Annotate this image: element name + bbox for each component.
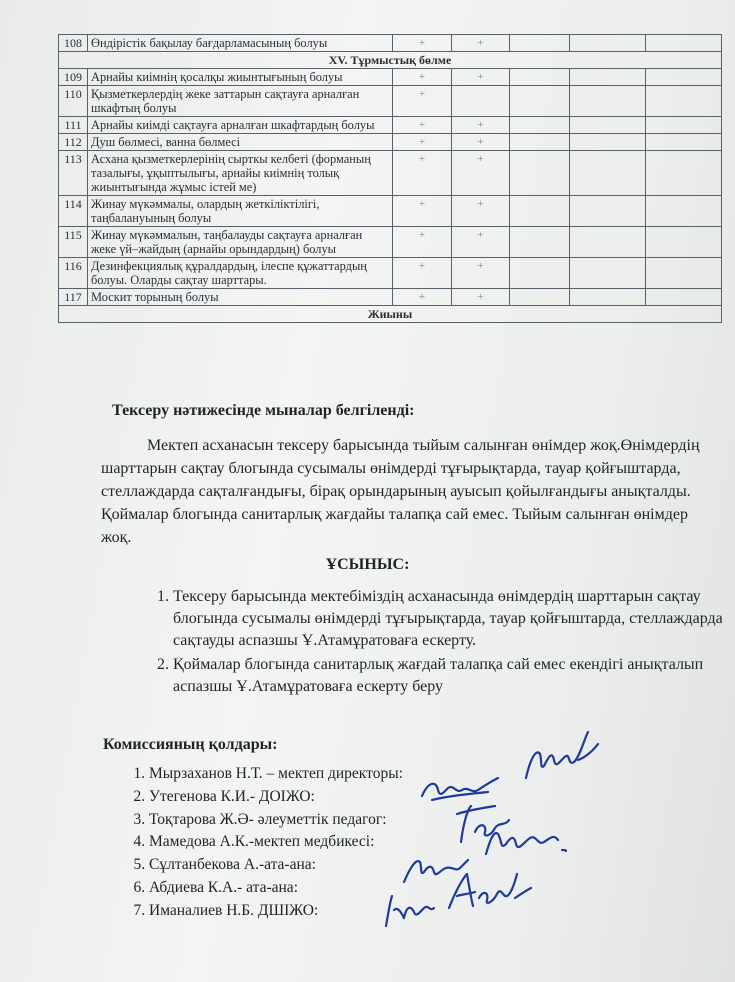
mark-cell: + bbox=[393, 134, 452, 151]
mark-cell bbox=[510, 69, 570, 86]
mark-cell: + bbox=[393, 69, 452, 86]
mark-cell: + bbox=[393, 117, 452, 134]
mark-cell bbox=[510, 35, 570, 52]
mark-cell bbox=[510, 86, 570, 117]
commission-member: 2. Утегенова К.И.- ДОІЖО: bbox=[149, 786, 403, 809]
table-row bbox=[59, 134, 722, 151]
table-row bbox=[59, 196, 722, 227]
commission-member: 1. Мырзаханов Н.Т. – мектеп директоры: bbox=[149, 763, 403, 786]
mark-cell: + bbox=[393, 196, 452, 227]
recommendation-item: 2. Қоймалар блогында санитарлық жағдай талапқа сай емес екендігі анықталып аспазшы Ұ.Атамұратоваға ескерту беру bbox=[173, 654, 735, 698]
mark-cell bbox=[510, 117, 570, 134]
mark-cell: + bbox=[452, 196, 510, 227]
mark-cell bbox=[646, 151, 722, 196]
row-number: 111 bbox=[59, 117, 88, 134]
row-criterion: Асхана қызметкерлерінің сырткы келбеті (форманың тазалығы, ұқыптылығы, арнайы киімнің толық жиынтығында жұмыс істей ме) bbox=[88, 151, 393, 196]
row-criterion: Қызметкерлердің жеке заттарын сақтауға арналған шкафтың болуы bbox=[88, 86, 393, 117]
total-label: Жиыны bbox=[59, 306, 722, 323]
row-criterion: Өндірістік бақылау бағдарламасының болуы bbox=[88, 35, 393, 52]
commission-member: 6. Абдиева К.А.- ата-ана: bbox=[149, 877, 403, 900]
row-number: 108 bbox=[59, 35, 88, 52]
row-number: 110 bbox=[59, 86, 88, 117]
commission-title: Комиссияның қолдары: bbox=[103, 736, 278, 753]
mark-cell bbox=[510, 196, 570, 227]
mark-cell bbox=[510, 227, 570, 258]
row-number: 116 bbox=[59, 258, 88, 289]
row-criterion: Жинау мүкәммалын, таңбалауды сақтауға арналған жеке үй–жайдың (арнайы орындардың) болуы bbox=[88, 227, 393, 258]
row-number: 113 bbox=[59, 151, 88, 196]
mark-cell bbox=[452, 86, 510, 117]
mark-cell: + bbox=[452, 258, 510, 289]
commission-member: 5. Сұлтанбекова А.-ата-ана: bbox=[149, 854, 403, 877]
mark-cell bbox=[646, 134, 722, 151]
mark-cell: + bbox=[452, 289, 510, 306]
mark-cell bbox=[510, 289, 570, 306]
signature-1 bbox=[522, 730, 602, 785]
findings-heading: Тексеру нәтижесінде мыналар белгіленді: bbox=[112, 402, 415, 419]
mark-cell bbox=[570, 258, 646, 289]
mark-cell bbox=[510, 151, 570, 196]
row-criterion: Дезинфекциялық құралдардың, ілеспе құжаттардың болуы. Оларды сақтау шарттары. bbox=[88, 258, 393, 289]
mark-cell bbox=[570, 151, 646, 196]
mark-cell bbox=[570, 69, 646, 86]
table-row bbox=[59, 289, 722, 306]
mark-cell: + bbox=[393, 151, 452, 196]
mark-cell bbox=[570, 227, 646, 258]
mark-cell: + bbox=[452, 117, 510, 134]
total-row bbox=[59, 306, 722, 323]
row-criterion: Москит торының болуы bbox=[88, 289, 393, 306]
mark-cell: + bbox=[452, 134, 510, 151]
mark-cell: + bbox=[393, 227, 452, 258]
row-criterion: Душ бөлмесі, ванна бөлмесі bbox=[88, 134, 393, 151]
mark-cell bbox=[570, 86, 646, 117]
mark-cell bbox=[570, 117, 646, 134]
recommendations-list bbox=[138, 586, 735, 700]
signature-7 bbox=[445, 868, 535, 916]
mark-cell bbox=[646, 196, 722, 227]
mark-cell bbox=[646, 86, 722, 117]
mark-cell bbox=[646, 69, 722, 86]
mark-cell: + bbox=[452, 69, 510, 86]
row-criterion: Жинау мүкәммалы, олардың жеткіліктілігі, таңбалануының болуы bbox=[88, 196, 393, 227]
mark-cell bbox=[510, 134, 570, 151]
recommendations-title: ҰСЫНЫС: bbox=[325, 556, 410, 573]
mark-cell: + bbox=[452, 151, 510, 196]
table-row bbox=[59, 69, 722, 86]
row-criterion: Арнайы киімді сақтауға арналған шкафтардың болуы bbox=[88, 117, 393, 134]
section-title: XV. Тұрмыстық бөлме bbox=[59, 52, 722, 69]
row-number: 112 bbox=[59, 134, 88, 151]
section-row bbox=[59, 52, 722, 69]
mark-cell: + bbox=[393, 289, 452, 306]
table-row bbox=[59, 35, 722, 52]
table-row bbox=[59, 117, 722, 134]
mark-cell: + bbox=[393, 258, 452, 289]
mark-cell bbox=[570, 196, 646, 227]
mark-cell bbox=[646, 227, 722, 258]
mark-cell bbox=[646, 117, 722, 134]
signature-4 bbox=[480, 820, 570, 860]
commission-member: 3. Тоқтарова Ж.Ә- әлеуметтік педагог: bbox=[149, 809, 403, 832]
checklist-table bbox=[58, 34, 722, 323]
row-number: 115 bbox=[59, 227, 88, 258]
mark-cell bbox=[646, 35, 722, 52]
mark-cell: + bbox=[452, 35, 510, 52]
commission-member: 4. Мамедова А.К.-мектеп медбикесі: bbox=[149, 831, 403, 854]
row-number: 117 bbox=[59, 289, 88, 306]
mark-cell: + bbox=[393, 86, 452, 117]
mark-cell bbox=[510, 258, 570, 289]
commission-member: 7. Иманалиев Н.Б. ДШІЖО: bbox=[149, 900, 403, 923]
mark-cell: + bbox=[393, 35, 452, 52]
findings-paragraph: Мектеп асханасын тексеру барысында тыйым салынған өнімдер жоқ.Өнімдердің шарттарын сақтау блогында сусымалы өнімдерді тұғырықтарда, тауар қойғыштарда, стеллаждарда сақталғандығы, бірақ орындарының ауысып қойылғандығы анықталды. Қоймалар блогында санитарлық жағдайы талапқа сай емес. Тыйым салынған өнімдер жоқ. bbox=[101, 437, 700, 546]
signature-6 bbox=[380, 888, 438, 933]
table-row bbox=[59, 227, 722, 258]
row-criterion: Арнайы киімнің қосалқы жиынтығының болуы bbox=[88, 69, 393, 86]
mark-cell bbox=[570, 134, 646, 151]
recommendation-item: 1. Тексеру барысында мектебіміздің асханасында өнімдердің шарттарын сақтау блогында сусымалы өнімдерді тұғырықтарда, тауар қойғыштарда, стеллаждарда сақтауды аспазшы Ұ.Атамұратоваға ескерту. bbox=[173, 586, 735, 652]
mark-cell: + bbox=[452, 227, 510, 258]
mark-cell bbox=[570, 289, 646, 306]
mark-cell bbox=[646, 258, 722, 289]
mark-cell bbox=[646, 289, 722, 306]
row-number: 109 bbox=[59, 69, 88, 86]
signature-2 bbox=[418, 770, 503, 805]
table-row bbox=[59, 258, 722, 289]
table-row bbox=[59, 86, 722, 117]
commission-members-list bbox=[113, 763, 403, 923]
row-number: 114 bbox=[59, 196, 88, 227]
table-row bbox=[59, 151, 722, 196]
mark-cell bbox=[570, 35, 646, 52]
